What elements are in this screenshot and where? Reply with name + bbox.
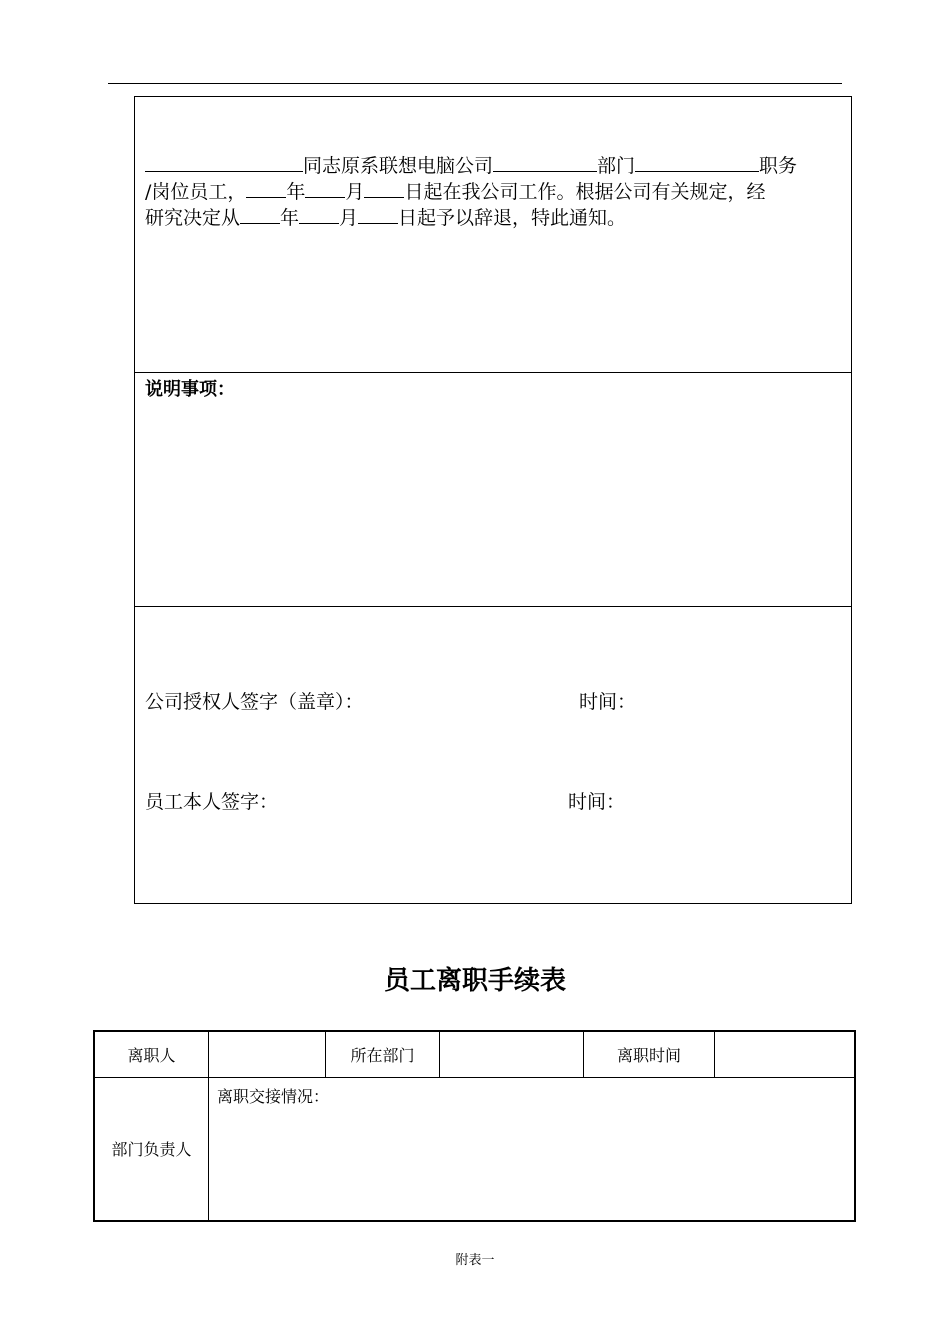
employee-sign-label: 员工本人签字： <box>145 791 279 813</box>
blank-end-day[interactable] <box>358 205 398 224</box>
cell-handover[interactable] <box>209 1077 856 1221</box>
table-row <box>94 1077 855 1221</box>
company-sign-label: 公司授权人签字（盖章）： <box>145 691 364 713</box>
blank-name[interactable] <box>145 153 303 172</box>
text-year-2: 年 <box>280 207 300 229</box>
footer-appendix: 附表一 <box>455 1253 495 1268</box>
cell-person-value[interactable] <box>209 1031 326 1077</box>
handover-label: 离职交接情况： <box>217 1086 330 1106</box>
resignation-procedure-table <box>93 1030 856 1222</box>
notice-body-section <box>135 97 851 373</box>
cell-time-value[interactable] <box>715 1031 856 1077</box>
text-decided-from: 研究决定从 <box>145 207 241 229</box>
cell-dept-label: 所在部门 <box>326 1031 440 1077</box>
header-rule <box>108 83 842 84</box>
text-dept: 部门 <box>597 155 636 177</box>
blank-end-year[interactable] <box>240 205 280 224</box>
cell-dept-head-label: 部门负责人 <box>94 1077 209 1221</box>
cell-person-label: 离职人 <box>94 1031 209 1077</box>
blank-end-month[interactable] <box>299 205 339 224</box>
remarks-section[interactable] <box>135 373 851 607</box>
blank-start-day[interactable] <box>364 179 404 198</box>
text-month-2: 月 <box>339 207 359 229</box>
notice-paragraph <box>145 153 845 231</box>
cell-dept-value[interactable] <box>440 1031 584 1077</box>
form-title: 员工离职手续表 <box>383 966 566 996</box>
text-employee: /岗位员工， <box>145 181 247 203</box>
text-dismissal: 日起予以辞退，特此通知。 <box>398 207 627 229</box>
remarks-label: 说明事项： <box>145 379 235 400</box>
table-row <box>94 1031 855 1077</box>
blank-department[interactable] <box>493 153 597 172</box>
blank-start-month[interactable] <box>305 179 345 198</box>
text-worked-since: 日起在我公司工作。根据公司有关规定，经 <box>404 181 766 203</box>
text-position: 职务 <box>759 155 798 177</box>
cell-time-label: 离职时间 <box>584 1031 715 1077</box>
text-month: 月 <box>345 181 365 203</box>
company-sign-time-label: 时间： <box>579 691 637 713</box>
employee-sign-time-label: 时间： <box>568 791 626 813</box>
blank-start-year[interactable] <box>246 179 286 198</box>
text-company: 同志原系联想电脑公司 <box>303 155 494 177</box>
blank-position[interactable] <box>635 153 759 172</box>
text-year: 年 <box>286 181 306 203</box>
dismissal-notice-box <box>134 96 852 904</box>
signature-section <box>135 607 851 905</box>
